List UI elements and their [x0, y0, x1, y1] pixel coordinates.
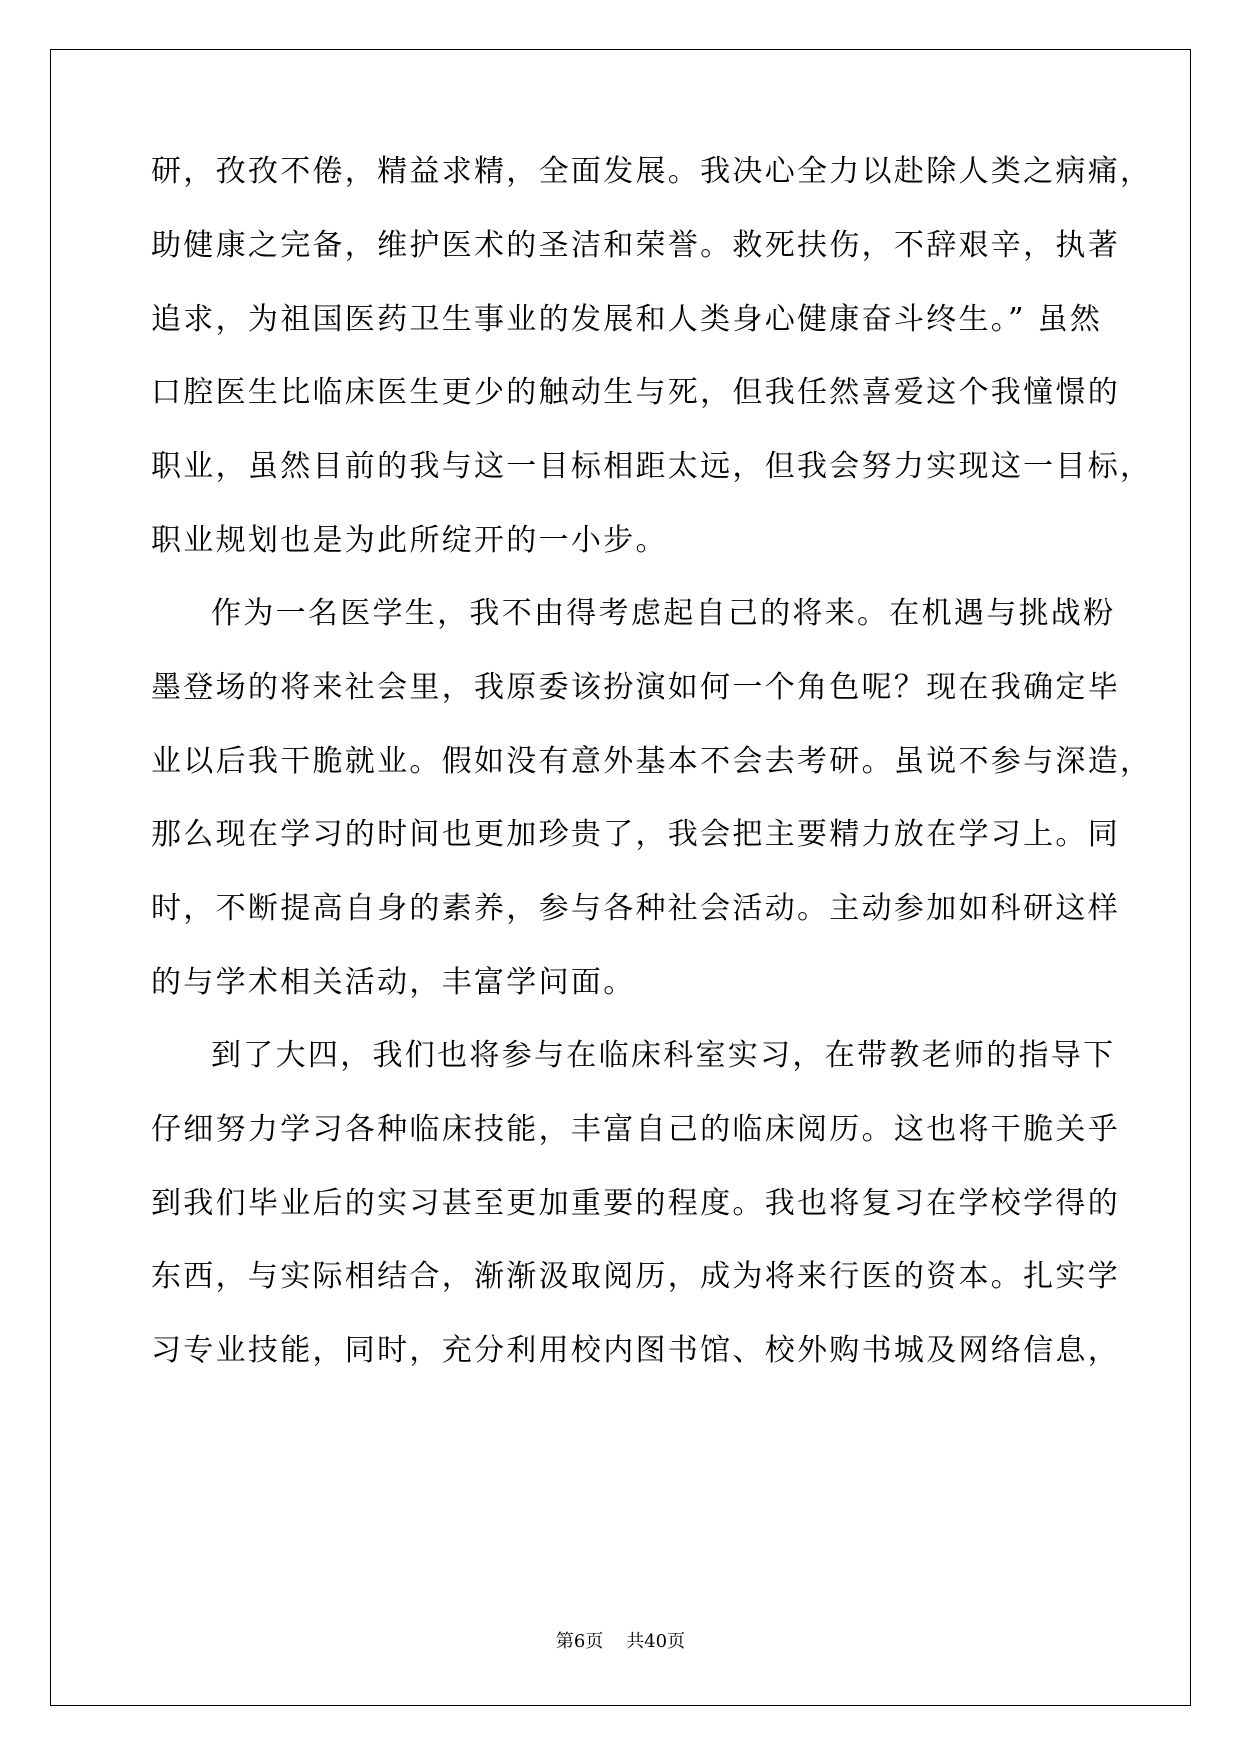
page-footer: [0, 1627, 1241, 1653]
text-line: 墨登场的将来社会里，我原委该扮演如何一个角色呢？现在我确定毕: [151, 670, 1120, 705]
text-line: 研，孜孜不倦，精益求精，全面发展。我决心全力以赴除人类之病痛，: [151, 154, 1153, 189]
text-line: 助健康之完备，维护医术的圣洁和荣誉。救死扶伤，不辞艰辛，执著: [151, 228, 1120, 263]
text-line: 口腔医生比临床医生更少的触动生与死，但我任然喜爱这个我憧憬的: [151, 375, 1120, 410]
paragraph-start-line: 作为一名医学生，我不由得考虑起自己的将来。在机遇与挑战粉: [211, 596, 1116, 631]
text-line: 职业，虽然目前的我与这一目标相距太远，但我会努力实现这一目标，: [151, 449, 1153, 484]
text-line: 时，不断提高自身的素养，参与各种社会活动。主动参加如科研这样: [151, 891, 1120, 926]
text-line: 到我们毕业后的实习甚至更加重要的程度。我也将复习在学校学得的: [151, 1186, 1120, 1221]
page-total: 共40页: [626, 1631, 686, 1652]
text-line: 那么现在学习的时间也更加珍贵了，我会把主要精力放在学习上。同: [151, 817, 1120, 852]
text-line: 业以后我干脆就业。假如没有意外基本不会去考研。虽说不参与深造，: [151, 744, 1153, 779]
paragraph-start-line: 到了大四，我们也将参与在临床科室实习，在带教老师的指导下: [211, 1038, 1116, 1073]
text-line: 职业规划也是为此所绽开的一小步。: [151, 523, 668, 558]
text-line: 东西，与实际相结合，渐渐汲取阅历，成为将来行医的资本。扎实学: [151, 1259, 1120, 1294]
page-number: 第6页: [555, 1631, 604, 1652]
page-border: [50, 49, 1191, 1706]
text-line: 习专业技能，同时，充分利用校内图书馆、校外购书城及网络信息，: [151, 1333, 1120, 1368]
text-line: 仔细努力学习各种临床技能，丰富自己的临床阅历。这也将干脆关乎: [151, 1112, 1120, 1147]
text-line: 的与学术相关活动，丰富学问面。: [151, 965, 636, 1000]
text-line: 追求，为祖国医药卫生事业的发展和人类身心健康奋斗终生。” 虽然: [151, 302, 1103, 337]
